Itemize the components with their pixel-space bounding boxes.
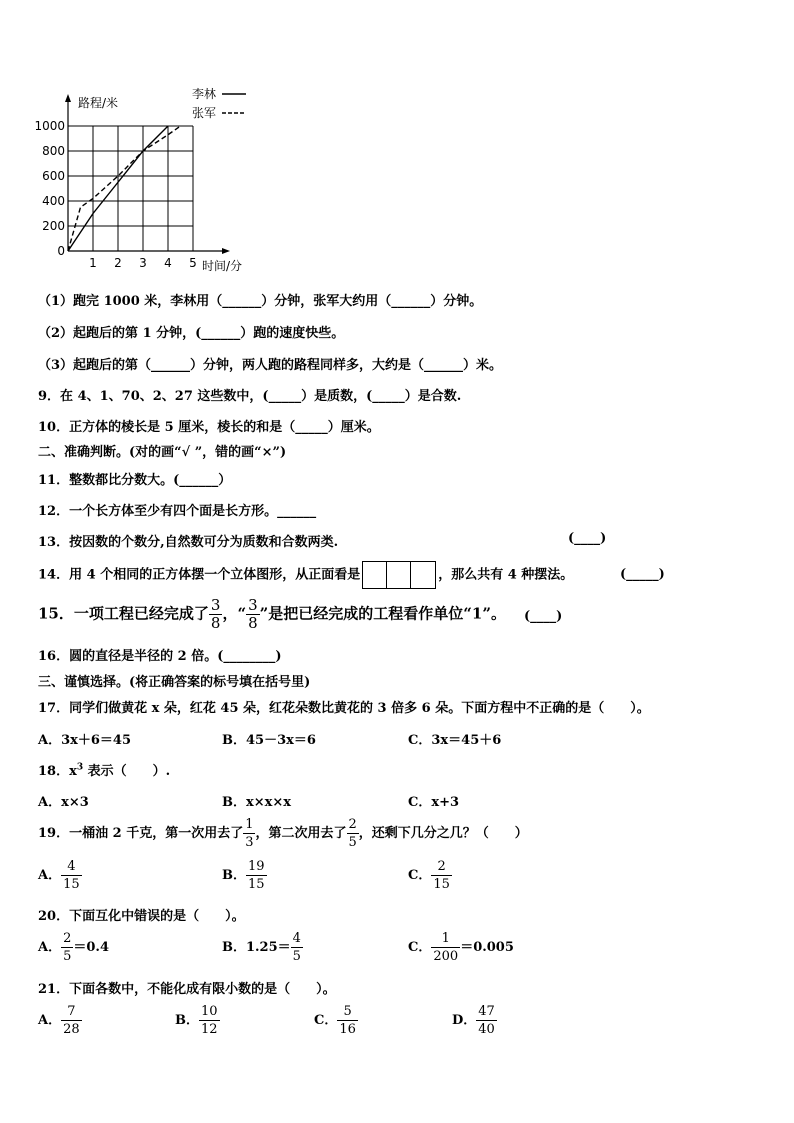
question-11: 11．整数都比分数大。(______） xyxy=(38,473,232,488)
chart-grid xyxy=(68,126,193,251)
x-tick-label: 3 xyxy=(139,256,147,270)
y-axis-arrow xyxy=(65,94,71,102)
question-13-blank: (____) xyxy=(568,531,607,546)
question-12: 12．一个长方体至少有四个面是长方形。______ xyxy=(38,504,317,519)
y-tick-label: 1000 xyxy=(34,119,65,133)
q20-option-a: A． $\frac{2}{5}$ ＝0.4 xyxy=(38,931,109,964)
q8-sub1: （1）跑完 1000 米，李林用（______）分钟，张军大约用（______）分钟。 xyxy=(38,294,483,309)
section-2-heading: 二、准确判断。(对的画“√ ”，错的画“×”) xyxy=(38,445,287,460)
question-18: 18．$x^3$ 表示（ ）. xyxy=(38,762,171,779)
q21-option-c: C． $\frac{5}{16}$ xyxy=(314,1004,356,1037)
q18-option-a: A．x×3 xyxy=(38,795,89,810)
x-tick-label: 1 xyxy=(89,256,97,270)
y-tick-label: 400 xyxy=(42,194,65,208)
q8-sub3: （3）起跑后的第（______）分钟，两人跑的路程同样多，大约是（______）米。 xyxy=(38,358,503,373)
y-axis-label: 路程/米 xyxy=(78,96,119,110)
question-20: 20．下面互化中错误的是（ ）。 xyxy=(38,909,245,924)
q21-option-a: A． $\frac{7}{28}$ xyxy=(38,1004,80,1037)
section-3-heading: 三、谨慎选择。(将正确答案的标号填在括号里) xyxy=(38,675,311,690)
x-tick-label: 5 xyxy=(189,256,197,270)
series-line-zhang-jun xyxy=(68,126,181,251)
q17-option-b: B．45－3x＝6 xyxy=(222,733,316,748)
front-view-three-squares xyxy=(362,561,436,589)
fraction-2-5: $\frac{2}{5}$ xyxy=(348,817,357,850)
fraction-3-8-quoted: $\frac{3}{8}$ xyxy=(248,596,258,632)
question-19: 19．一桶油 2 千克，第一次用去了 $\frac{1}{3}$ ，第二次用去了 $\frac{2}{5}$ ，还剩下几分之几？（ ） xyxy=(38,817,528,850)
fraction-1-3: $\frac{1}{3}$ xyxy=(245,817,254,850)
question-15: 15．一项工程已经完成了 $\frac{3}{8}$ ，“ $\frac{3}{8}$ ”是把已经完成的工程看作单位“1”。 xyxy=(38,596,506,632)
q20-option-c: C． $\frac{1}{200}$ ＝0.005 xyxy=(408,931,514,964)
question-14 xyxy=(38,561,573,589)
question-14-blank: (_____) xyxy=(620,567,665,582)
q19-option-b: B． $\frac{19}{15}$ xyxy=(222,859,265,892)
x-tick-label: 4 xyxy=(164,256,172,270)
y-tick-label: 0 xyxy=(57,244,65,258)
q19-option-c: C． $\frac{2}{15}$ xyxy=(408,859,450,892)
legend-label: 张军 xyxy=(192,106,217,120)
q21-option-d: D． $\frac{47}{40}$ xyxy=(452,1004,495,1037)
question-21: 21．下面各数中，不能化成有限小数的是（ ）。 xyxy=(38,982,336,997)
x-tick-label: 2 xyxy=(114,256,122,270)
q19-option-a: A． $\frac{4}{15}$ xyxy=(38,859,80,892)
question-9: 9．在 4、1、70、2、27 这些数中，(_____）是质数，(_____）是合数. xyxy=(38,389,462,404)
chart-labels xyxy=(34,86,246,273)
x-axis-label: 时间/分 xyxy=(202,259,243,273)
q21-option-b: B． $\frac{10}{12}$ xyxy=(175,1004,218,1037)
q20-option-b: B．1.25＝ $\frac{4}{5}$ xyxy=(222,931,301,964)
question-17: 17．同学们做黄花 x 朵，红花 45 朵，红花朵数比黄花的 3 倍多 6 朵。下面方程中不正确的是（ ）。 xyxy=(38,701,650,716)
fraction-3-8: $\frac{3}{8}$ xyxy=(210,596,221,632)
question-16: 16．圆的直径是半径的 2 倍。(________) xyxy=(38,649,282,664)
legend-label: 李林 xyxy=(192,87,217,101)
q17-option-a: A．3x＋6＝45 xyxy=(38,733,132,748)
question-14-text-end: ，那么共有 4 种摆法。 xyxy=(438,567,574,583)
question-15-blank: (____) xyxy=(524,609,563,624)
x-axis-arrow xyxy=(222,248,230,254)
chart-series xyxy=(68,126,181,251)
y-tick-label: 600 xyxy=(42,169,65,183)
y-tick-label: 800 xyxy=(42,144,65,158)
distance-time-chart xyxy=(30,80,270,280)
question-14-text: 14．用 4 个相同的正方体摆一个立体图形，从正面看是 xyxy=(38,567,361,583)
q8-sub2: （2）起跑后的第 1 分钟，(______）跑的速度快些。 xyxy=(38,326,345,341)
question-10: 10．正方体的棱长是 5 厘米，棱长的和是（_____）厘米。 xyxy=(38,420,380,435)
question-13: 13．按因数的个数分,自然数可分为质数和合数两类. xyxy=(38,535,339,550)
q18-option-c: C．x+3 xyxy=(408,795,460,810)
q18-option-b: B．x×x×x xyxy=(222,795,292,810)
q17-option-c: C．3x＝45＋6 xyxy=(408,733,502,748)
y-tick-label: 200 xyxy=(42,219,65,233)
